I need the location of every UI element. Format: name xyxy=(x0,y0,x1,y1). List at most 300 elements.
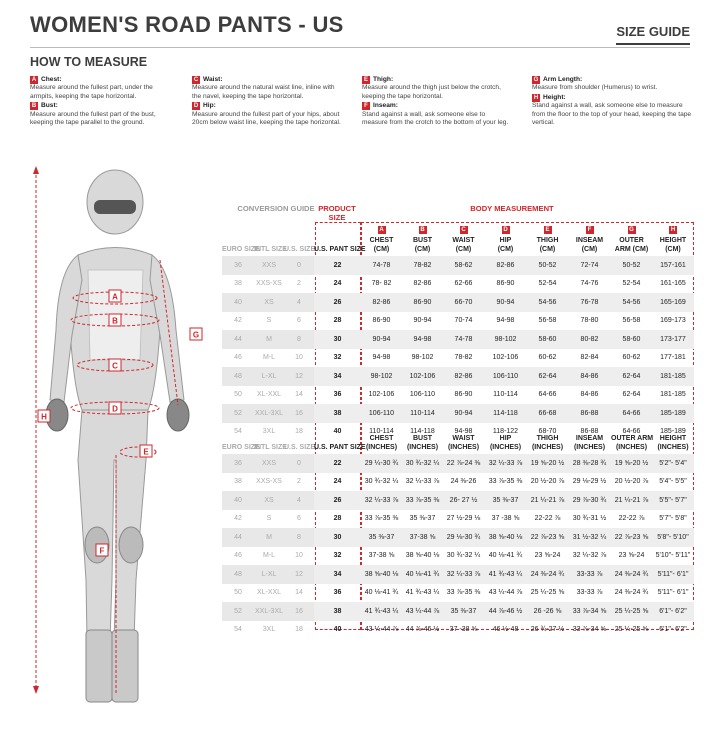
pant-size-cell: 24 xyxy=(333,478,342,486)
measurement-cell: 22 ⅞-23 ⅝ xyxy=(527,528,568,547)
letter-badge: G xyxy=(533,77,539,84)
measurement-cell: 118-122 xyxy=(492,428,519,436)
conversion-cell: S xyxy=(266,317,272,325)
measurement-cell: 23 ⅝-24 xyxy=(534,552,561,560)
table-row xyxy=(222,491,694,510)
figure-label-e xyxy=(140,445,152,457)
col-us-pant-size: U.S. PANT SIZE xyxy=(314,444,366,451)
conversion-cell: 46 xyxy=(234,354,242,362)
measure-desc: Stand against a wall, ask someone else to measure from the crotch to the bottom of your leg. xyxy=(362,110,509,127)
measure-item-hip xyxy=(192,102,342,127)
measurement-cell: 52-54 xyxy=(622,280,641,288)
col-bust-cm xyxy=(402,226,443,256)
measurement-cell: 5'11"- 6'1" xyxy=(652,565,694,584)
measurement-cell: 6'1"- 6'2" xyxy=(659,626,687,634)
figure-label-f xyxy=(96,544,108,556)
measure-desc: Measure around the fullest part, under the armpits, keeping the tape horizontal. xyxy=(30,84,153,100)
table-row xyxy=(222,547,694,566)
measurement-cell: 86-88 xyxy=(568,404,611,423)
measurement-cell: 94-98 xyxy=(496,317,515,325)
letter-badge: F xyxy=(586,226,594,234)
measurement-cell: 32 ¼-33 ⅞ xyxy=(443,565,484,584)
pant-size-cell: 30 xyxy=(314,528,361,547)
measurement-cell: 5'11"- 6'1" xyxy=(657,589,689,597)
conversion-guide-heading: CONVERSION GUIDE xyxy=(237,204,315,213)
pant-size-cell: 26 xyxy=(314,491,361,510)
measurement-cell: 40 ⅛-41 ¾ xyxy=(488,552,523,560)
measurement-cell: 40 ⅛-41 ¾ xyxy=(364,589,399,597)
measurement-cell: 33 ⅞-35 ⅜ xyxy=(402,491,443,510)
conversion-cell: 8 xyxy=(284,528,314,547)
measurement-cell: 24 ⅜-24 ¾ xyxy=(611,565,652,584)
col-thigh-in xyxy=(527,434,568,454)
measurement-cell: 33 ⅞-35 ⅜ xyxy=(446,589,481,597)
col-label: HIP xyxy=(499,435,512,442)
conversion-cell: L-XL xyxy=(254,565,284,584)
measurement-cell: 21 ¼-21 ⅞ xyxy=(527,491,568,510)
col-waist-cm xyxy=(443,226,484,256)
col-outer-arm-in xyxy=(611,434,652,454)
measurement-cell: 24 ⅜-24 ¾ xyxy=(527,565,568,584)
figure-label-h xyxy=(38,410,50,422)
conversion-cell: M xyxy=(254,330,284,349)
col-hip-cm xyxy=(484,226,527,256)
conversion-cell: 18 xyxy=(295,428,303,436)
col-unit: (INCHES) xyxy=(657,444,689,451)
measurement-cell: 60-62 xyxy=(622,354,641,362)
size-guide-label: SIZE GUIDE xyxy=(616,24,690,45)
measurement-cell: 25 ¼-25 ⅝ xyxy=(614,626,649,634)
measure-label: Height: xyxy=(543,93,566,101)
col-label: WAIST xyxy=(452,435,475,442)
measure-label: Chest: xyxy=(41,76,62,83)
pant-size-cell: 36 xyxy=(333,589,342,597)
conversion-cell: 0 xyxy=(284,454,314,473)
measurement-cell: 41 ¾-43 ¼ xyxy=(405,589,440,597)
conversion-cell: 36 xyxy=(222,454,254,473)
measurement-cell: 19 ⅝-20 ½ xyxy=(527,454,568,473)
figure-label-d-text: D xyxy=(112,404,118,414)
col-waist-in xyxy=(443,434,484,454)
measurement-cell: 26 ¾-27 ½ xyxy=(530,626,565,634)
measurement-cell: 20 ½-20 ⅞ xyxy=(530,478,565,486)
figure-label-f-text: F xyxy=(99,546,105,556)
col-height-cm xyxy=(652,226,694,256)
conversion-cell: 6 xyxy=(297,317,301,325)
measurement-cell: 62-66 xyxy=(454,280,473,288)
col-inseam-cm xyxy=(568,226,611,256)
how-to-measure-heading: HOW TO MEASURE xyxy=(30,55,148,69)
col-unit: (CM) xyxy=(497,246,514,253)
measurement-cell: 60-62 xyxy=(538,354,557,362)
col-label: WAIST xyxy=(452,237,475,244)
measurement-cell: 185-189 xyxy=(652,404,694,423)
conversion-cell: 3XL xyxy=(262,428,276,436)
conversion-cell: 14 xyxy=(295,589,303,597)
table-row xyxy=(222,367,694,386)
measurement-cell: 46 ½-48 xyxy=(492,626,519,634)
measurement-cell: 106-110 xyxy=(361,404,402,423)
col-intl-size: INTL SIZE xyxy=(254,246,287,253)
pant-size-cell: 26 xyxy=(314,293,361,312)
letter-badge: A xyxy=(379,227,384,233)
table-row xyxy=(222,454,694,473)
conversion-cell: XXS-XS xyxy=(256,478,282,486)
figure-label-d xyxy=(109,402,121,414)
conversion-cell: L-XL xyxy=(254,367,284,386)
pant-size-cell: 30 xyxy=(314,330,361,349)
measure-column-3 xyxy=(362,76,512,128)
measurement-cell: 94-98 xyxy=(372,354,391,362)
measurement-cell: 28 ⅜-28 ¾ xyxy=(568,454,611,473)
figure-label-b xyxy=(109,314,121,326)
letter-badge: C xyxy=(193,77,199,84)
letter-badge: E xyxy=(363,77,368,84)
conversion-cell: 52 xyxy=(222,404,254,423)
measure-desc: Stand against a wall, ask someone else to measure from the floor to the top of your head, keeping the tape vertical. xyxy=(532,102,692,127)
figure-label-g-text: G xyxy=(192,330,200,340)
measurement-cell: 22-22 ⅞ xyxy=(618,515,645,523)
col-label: BUST xyxy=(412,237,433,244)
measurement-cell: 29 ¼-30 ¾ xyxy=(361,454,402,473)
col-euro-size: EURO SIZE xyxy=(222,444,260,451)
table-row xyxy=(222,349,694,368)
title-divider xyxy=(30,47,690,48)
col-outer-arm-cm xyxy=(611,226,652,256)
measurement-cell: 98-102 xyxy=(361,367,402,386)
measurement-cell: 165-169 xyxy=(652,293,694,312)
measurement-cell: 22 ⅞-23 ⅝ xyxy=(611,528,652,547)
measurement-cell: 54-56 xyxy=(527,293,568,312)
col-unit: (CM) xyxy=(665,246,681,253)
pant-size-cell: 34 xyxy=(314,367,361,386)
measurement-cell: 30 ¾-32 ¼ xyxy=(402,454,443,473)
conversion-cell: XXL-3XL xyxy=(254,404,284,423)
conversion-cell: 40 xyxy=(222,491,254,510)
inches-header-row xyxy=(222,434,694,454)
measurement-cell: 26 -26 ⅝ xyxy=(527,602,568,621)
measurement-cell: 33-33 ⅞ xyxy=(568,565,611,584)
figure-label-a-text: A xyxy=(112,292,118,302)
col-label: OUTER ARM xyxy=(611,435,654,442)
measurement-cell: 169-173 xyxy=(660,317,686,325)
col-chest-cm xyxy=(361,226,402,256)
measurement-cell: 29 ⅛-30 ¾ xyxy=(443,528,484,547)
measurement-cell: 82-86 xyxy=(443,367,484,386)
conversion-cell: 42 xyxy=(234,515,242,523)
pant-size-cell: 32 xyxy=(333,354,342,362)
conversion-cell: 50 xyxy=(234,391,242,399)
conversion-cell: 10 xyxy=(295,552,303,560)
measurement-cell: 38 ⅝-40 ⅛ xyxy=(405,552,440,560)
body-measurement-heading: BODY MEASUREMENT xyxy=(470,204,554,213)
measurement-cell: 78-82 xyxy=(402,256,443,275)
measurement-cell: 24 ⅜-24 ¾ xyxy=(614,589,649,597)
conversion-cell: 54 xyxy=(234,626,242,634)
letter-badge: C xyxy=(461,227,466,233)
measure-desc: Measure around the fullest part of the bust, keeping the tape parallel to the ground. xyxy=(30,110,156,127)
conversion-cell: 16 xyxy=(284,602,314,621)
measurement-cell: 102-106 xyxy=(492,354,519,362)
measure-label: Bust: xyxy=(41,102,58,110)
measurement-cell: 40 ⅛-41 ¾ xyxy=(402,565,443,584)
body-figure-illustration xyxy=(28,160,228,720)
measurement-cell: 5'7"- 5'8" xyxy=(659,515,687,523)
measurement-cell: 32 ¼-33 ⅞ xyxy=(484,454,527,473)
measure-label: Hip: xyxy=(203,102,216,110)
measurement-cell: 64-66 xyxy=(611,404,652,423)
measurement-cell: 110-114 xyxy=(402,404,443,423)
measure-item-inseam xyxy=(362,102,512,127)
measurement-cell: 80-82 xyxy=(568,330,611,349)
measurement-cell: 20 ½-20 ⅞ xyxy=(614,478,649,486)
conversion-cell: 4 xyxy=(284,293,314,312)
measurement-cell: 43 ¼-44 ⅞ xyxy=(488,589,523,597)
conversion-cell: 10 xyxy=(295,354,303,362)
measurement-cell: 30 ¾-32 ¼ xyxy=(364,478,399,486)
conversion-cell: XS xyxy=(254,491,284,510)
conversion-cell: XXL-3XL xyxy=(254,602,284,621)
conversion-cell: 0 xyxy=(284,256,314,275)
measurement-cell: 66-70 xyxy=(443,293,484,312)
pant-size-cell: 38 xyxy=(314,404,361,423)
col-unit: (CM) xyxy=(539,246,556,253)
col-unit: (INCHES) xyxy=(447,444,480,451)
conversion-cell: XXS xyxy=(254,256,284,275)
conversion-cell: 46 xyxy=(234,552,242,560)
pant-size-cell: 34 xyxy=(314,565,361,584)
measurement-cell: 102-106 xyxy=(368,391,395,399)
conversion-cell: 50 xyxy=(234,589,242,597)
col-intl-size: INTL SIZE xyxy=(254,444,287,451)
pant-size-cell: 32 xyxy=(333,552,342,560)
conversion-cell: 54 xyxy=(234,428,242,436)
measurement-cell: 31 ½-32 ¼ xyxy=(568,528,611,547)
measurement-cell: 181-185 xyxy=(660,391,686,399)
conversion-cell: 42 xyxy=(234,317,242,325)
table-row xyxy=(222,528,694,547)
measurement-cell: 38 ⅝-40 ⅛ xyxy=(484,528,527,547)
pant-size-cell: 40 xyxy=(333,626,342,634)
measurement-cell: 185-189 xyxy=(660,428,686,436)
cm-header-row xyxy=(222,226,694,256)
measure-item-waist xyxy=(192,76,342,101)
conversion-cell: 44 xyxy=(222,330,254,349)
figure-label-c xyxy=(109,359,121,371)
measurement-cell: 114-118 xyxy=(410,428,435,436)
measurement-cell: 52-54 xyxy=(538,280,557,288)
measurement-cell: 58-60 xyxy=(611,330,652,349)
measure-desc: Measure around the natural waist line, inline with the navel, keeping the tape horizontal. xyxy=(192,84,335,100)
measurement-cell: 110-114 xyxy=(369,428,394,436)
figure-label-e-text: E xyxy=(143,447,149,457)
conversion-cell: XL-XXL xyxy=(256,391,282,399)
col-label: HEIGHT xyxy=(659,237,687,244)
measurement-cell: 37 -38 ⅝ xyxy=(449,626,478,634)
measurement-cell: 181-185 xyxy=(652,367,694,386)
measurement-cell: 64-66 xyxy=(538,391,557,399)
conversion-cell: 8 xyxy=(284,330,314,349)
letter-badge: B xyxy=(420,227,425,233)
letter-badge: H xyxy=(533,95,539,102)
measure-item-height xyxy=(532,94,692,128)
measurement-cell: 68-70 xyxy=(538,428,557,436)
col-label: THIGH xyxy=(536,237,559,244)
measurement-cell: 27 ½-29 ⅛ xyxy=(446,515,481,523)
measurement-cell: 82-86 xyxy=(484,256,527,275)
letter-badge: G xyxy=(629,227,634,233)
measure-desc: Measure around the fullest part of your hips, about 20cm below waist line, keeping the tape horizontal. xyxy=(192,110,341,127)
col-hip-in xyxy=(484,434,527,454)
measurement-cell: 25 ¼-25 ⅝ xyxy=(611,602,652,621)
conversion-cell: 4 xyxy=(284,491,314,510)
letter-badge: D xyxy=(503,227,508,233)
letter-badge: E xyxy=(545,227,550,233)
measurement-cell: 33 ⅞-34 ⅝ xyxy=(568,602,611,621)
col-label: BUST xyxy=(412,435,433,442)
measurement-cell: 106-110 xyxy=(484,367,527,386)
letter-badge: D xyxy=(193,103,199,110)
conversion-cell: 38 xyxy=(234,478,242,486)
conversion-cell: 18 xyxy=(295,626,303,634)
measurement-cell: 44 ⅞-46 ½ xyxy=(484,602,527,621)
measurement-cell: 37-38 ⅝ xyxy=(368,552,395,560)
conversion-cell: M-L xyxy=(262,552,276,560)
measurement-cell: 161-165 xyxy=(660,280,686,288)
col-inseam-in xyxy=(568,434,611,454)
conversion-cell: 2 xyxy=(297,280,301,288)
table-row xyxy=(222,565,694,584)
measurement-cell: 26- 27 ½ xyxy=(443,491,484,510)
conversion-cell: 3XL xyxy=(262,626,276,634)
figure-label-b-text: B xyxy=(112,316,118,326)
col-unit: (CM) xyxy=(373,246,390,253)
col-us-size: U.S. SIZE xyxy=(284,444,316,451)
measurement-cell: 41 ¾-43 ¼ xyxy=(484,565,527,584)
measurement-cell: 86-88 xyxy=(580,428,599,436)
table-row xyxy=(222,256,694,275)
conversion-cell: XXS xyxy=(254,454,284,473)
measurement-cell: 56-58 xyxy=(622,317,641,325)
measurement-cell: 35 ⅜-37 xyxy=(361,528,402,547)
measurement-cell: 106-110 xyxy=(409,391,436,399)
col-unit: (INCHES) xyxy=(489,444,522,451)
measurement-cell: 98-102 xyxy=(484,330,527,349)
col-label: HEIGHT xyxy=(659,435,687,442)
measurement-cell: 32 ¼-33 ⅞ xyxy=(361,491,402,510)
measurement-cell: 21 ¼-21 ⅞ xyxy=(611,491,652,510)
col-euro-size: EURO SIZE xyxy=(222,246,260,253)
measure-item-arm-length xyxy=(532,76,692,93)
conversion-cell: M xyxy=(254,528,284,547)
col-chest-in xyxy=(361,434,402,454)
measurement-cell: 78-80 xyxy=(580,317,599,325)
col-label: HIP xyxy=(499,237,512,244)
cm-table xyxy=(222,226,694,441)
measurement-cell: 50-52 xyxy=(611,256,652,275)
table-row xyxy=(222,404,694,423)
measurement-cell: 70-74 xyxy=(454,317,473,325)
measurement-cell: 5'10"- 5'11" xyxy=(655,552,691,560)
page-title: WOMEN'S ROAD PANTS - US xyxy=(30,12,344,37)
measurement-cell: 50-52 xyxy=(527,256,568,275)
figure-label-c-text: C xyxy=(112,361,118,371)
measurement-cell: 177-181 xyxy=(660,354,686,362)
measure-label: Inseam: xyxy=(373,102,398,110)
measurement-cell: 35 ⅜-37 xyxy=(484,491,527,510)
measurement-cell: 74-78 xyxy=(361,256,402,275)
pant-size-cell: 22 xyxy=(314,256,361,275)
measurement-cell: 37-38 ⅝ xyxy=(402,528,443,547)
inches-table-body xyxy=(222,454,694,639)
col-unit: (CM) xyxy=(581,246,598,253)
measurement-cell: 41 ¾-43 ¼ xyxy=(361,602,402,621)
col-label: CHEST xyxy=(369,435,394,442)
table-row xyxy=(222,473,694,492)
measurement-cell: 58-60 xyxy=(527,330,568,349)
table-row xyxy=(222,330,694,349)
measure-column-2 xyxy=(192,76,342,128)
measurement-cell: 38 ⅝-40 ⅛ xyxy=(361,565,402,584)
table-row xyxy=(222,510,694,529)
measurement-cell: 102-106 xyxy=(402,367,443,386)
measurement-cell: 94-98 xyxy=(454,428,473,436)
measurement-cell: 19 ⅝-20 ½ xyxy=(611,454,652,473)
measurement-cell: 24 ⅜-26 xyxy=(450,478,477,486)
measurement-cell: 64-66 xyxy=(622,428,641,436)
col-unit: ARM (CM) xyxy=(614,246,649,253)
measurement-cell: 78-82 xyxy=(454,354,473,362)
col-us-pant-size: U.S. PANT SIZE xyxy=(314,246,366,253)
letter-badge: B xyxy=(31,103,37,110)
col-bust-in xyxy=(402,434,443,454)
col-thigh-cm xyxy=(527,226,568,256)
conversion-cell: 12 xyxy=(284,565,314,584)
measure-label: Waist: xyxy=(203,76,223,83)
measurement-cell: 43 ¼-44 ⅞ xyxy=(402,602,443,621)
col-unit: (CM) xyxy=(414,246,431,253)
col-unit: (INCHES) xyxy=(365,444,398,451)
table-row xyxy=(222,621,694,640)
measure-label: Arm Length: xyxy=(543,76,583,83)
conversion-cell: 48 xyxy=(222,565,254,584)
figure-label-a xyxy=(109,290,121,302)
measurement-cell: 35 ⅜-37 xyxy=(443,602,484,621)
measurement-cell: 76-78 xyxy=(568,293,611,312)
measurement-cell: 29 ⅛-29 ½ xyxy=(572,478,607,486)
measurement-cell: 84-86 xyxy=(568,367,611,386)
pant-size-cell: 28 xyxy=(333,515,342,523)
conversion-cell: 6 xyxy=(297,515,301,523)
measurement-cell: 90-94 xyxy=(484,293,527,312)
measurement-cell: 6'1"- 6'2" xyxy=(652,602,694,621)
col-unit: (INCHES) xyxy=(531,444,564,451)
col-us-size: U.S. SIZE xyxy=(284,246,316,253)
measurement-cell: 5'8"- 5'10" xyxy=(652,528,694,547)
conversion-cell: 40 xyxy=(222,293,254,312)
letter-badge: A xyxy=(31,77,37,84)
table-row xyxy=(222,275,694,294)
measurement-cell: 72-74 xyxy=(568,256,611,275)
measurement-cell: 157-161 xyxy=(652,256,694,275)
col-unit: (INCHES) xyxy=(406,444,439,451)
col-unit: (INCHES) xyxy=(573,444,606,451)
measurement-cell: 44 ⅞-46 ½ xyxy=(405,626,440,634)
measurement-cell: 25 ¼-25 ⅝ xyxy=(530,589,565,597)
measurement-cell: 29 ⅞-30 ¾ xyxy=(568,491,611,510)
pant-size-cell: 38 xyxy=(314,602,361,621)
measurement-cell: 82-86 xyxy=(361,293,402,312)
